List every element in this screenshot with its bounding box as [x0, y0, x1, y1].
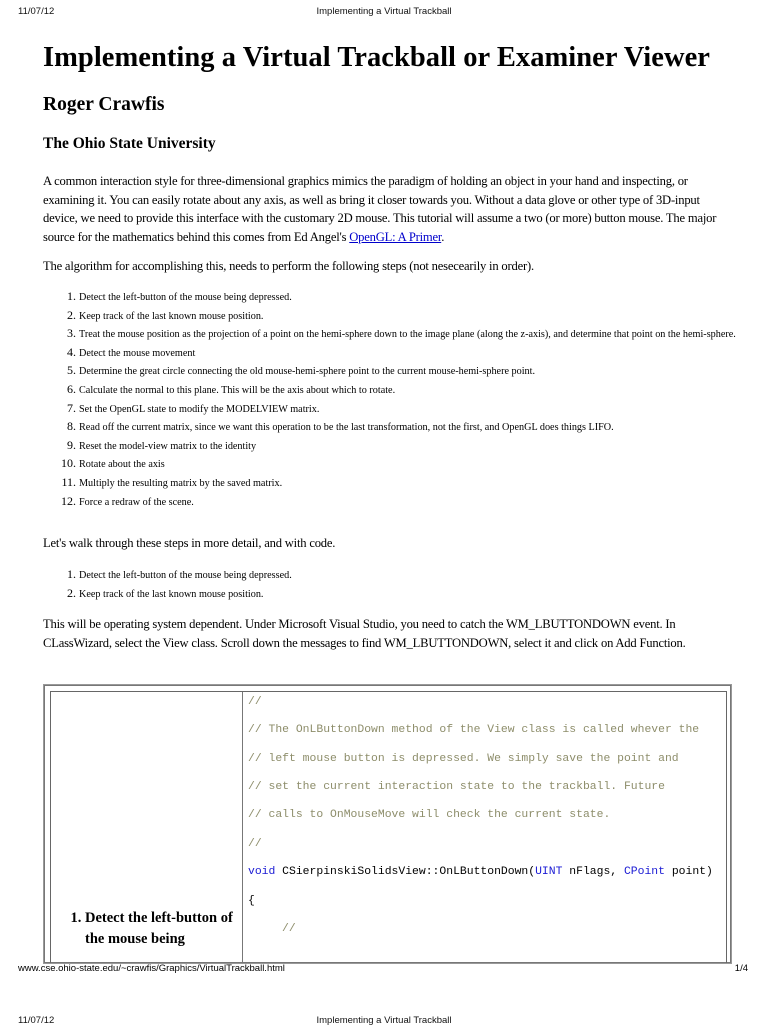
param-point: point)	[664, 866, 713, 878]
print-date: 11/07/12	[18, 6, 55, 17]
steps-list	[43, 288, 759, 511]
list-item: 3. Treat the mouse position as the projection of a point on the hemi-sphere down to the image plane (along the z-axis), and determine that point on the hemi-sphere.	[79, 325, 759, 344]
list-item: 7. Set the OpenGL state to modify the MODELVIEW matrix.	[79, 400, 759, 419]
code-brace: {	[248, 895, 255, 907]
footer-url: www.cse.ohio-state.edu/~crawfis/Graphics/VirtualTrackball.html	[18, 963, 285, 974]
list-item: 6. Calculate the normal to this plane. This will be the axis about which to rotate.	[79, 381, 759, 400]
step-cell-list	[51, 908, 235, 949]
code-table	[43, 684, 732, 964]
code-comment: // The OnLButtonDown method of the View class is called whever the	[248, 724, 700, 736]
walkthrough-steps-list	[43, 566, 759, 603]
list-item: 10. Rotate about the axis	[79, 455, 759, 474]
code-cell	[244, 692, 726, 963]
os-paragraph: This will be operating system dependent. Under Microsoft Visual Studio, you need to catch the WM_LBUTTONDOWN event. In CLassWizard, select the View class. Scroll down the messages to find WM_LBUTTONDOWN, select it and click on Add Function.	[43, 617, 686, 650]
list-item: 2. Keep track of the last known mouse position.	[79, 585, 759, 604]
list-item: 8. Read off the current matrix, since we want this operation to be the last transformation, not the first, and OpenGL does things LIFO.	[79, 418, 759, 437]
print-title: Implementing a Virtual Trackball	[316, 1015, 452, 1026]
page-title: Implementing a Virtual Trackball or Examiner Viewer	[43, 42, 710, 73]
list-item: 9. Reset the model-view matrix to the identity	[79, 437, 759, 456]
walkthrough-intro: Let's walk through these steps in more detail, and with code.	[43, 536, 336, 550]
code-comment: //	[248, 696, 262, 708]
code-signature	[248, 866, 713, 878]
list-item: 12. Force a redraw of the scene.	[79, 493, 759, 512]
print-date: 11/07/12	[18, 1015, 55, 1026]
page-number: 1/4	[734, 963, 748, 974]
author-name: Roger Crawfis	[43, 94, 165, 115]
list-item: 1. Detect the left-button of the mouse being depressed.	[79, 288, 759, 307]
list-item: 5. Determine the great circle connecting the old mouse-hemi-sphere point to the current mouse-hemi-sphere point.	[79, 362, 759, 381]
code-comment: // left mouse button is depressed. We simply save the point and	[248, 753, 679, 765]
keyword-uint: UINT	[535, 866, 563, 878]
list-item: 2. Keep track of the last known mouse position.	[79, 307, 759, 326]
param-nflags: nFlags,	[562, 866, 624, 878]
list-item: 11. Multiply the resulting matrix by the saved matrix.	[79, 474, 759, 493]
intro-end: .	[441, 230, 445, 245]
code-comment: // set the current interaction state to the trackball. Future	[248, 781, 665, 793]
print-title: Implementing a Virtual Trackball	[316, 6, 452, 17]
algorithm-intro: The algorithm for accomplishing this, needs to perform the following steps (not nesecearily in order).	[43, 259, 534, 273]
keyword-cpoint: CPoint	[623, 866, 665, 878]
next-page-header	[0, 1015, 768, 1029]
step-cell	[51, 692, 243, 963]
keyword-void: void	[248, 866, 276, 878]
function-name: CSierpinskiSolidsView::OnLButtonDown(	[275, 866, 536, 878]
print-header	[0, 6, 768, 20]
code-comment: // calls to OnMouseMove will check the current state.	[248, 809, 611, 821]
intro-text: A common interaction style for three-dimensional graphics mimics the paradigm of holding an object in your hand and inspecting, or examining it. You can easily rotate about any axis, as well as bring it closer towards you. Without a data glove or other type of 3D-input device, we need to provide this interface with the customary 2D mouse. This tutorial will assume a two (or more) button mouse. The major source for the mathematics behind this comes from Ed Angel's	[43, 174, 717, 245]
opengl-primer-link[interactable]: OpenGL: A Primer	[349, 230, 442, 245]
code-comment: //	[248, 838, 262, 850]
intro-paragraph	[43, 172, 728, 247]
step-label: 1. Detect the left-button of the mouse being	[85, 908, 235, 949]
list-item: 1. Detect the left-button of the mouse being depressed.	[79, 566, 759, 585]
code-comment: //	[282, 923, 296, 935]
code-table-inner	[50, 691, 727, 963]
list-item: 4. Detect the mouse movement	[79, 344, 759, 363]
affiliation: The Ohio State University	[43, 135, 216, 152]
